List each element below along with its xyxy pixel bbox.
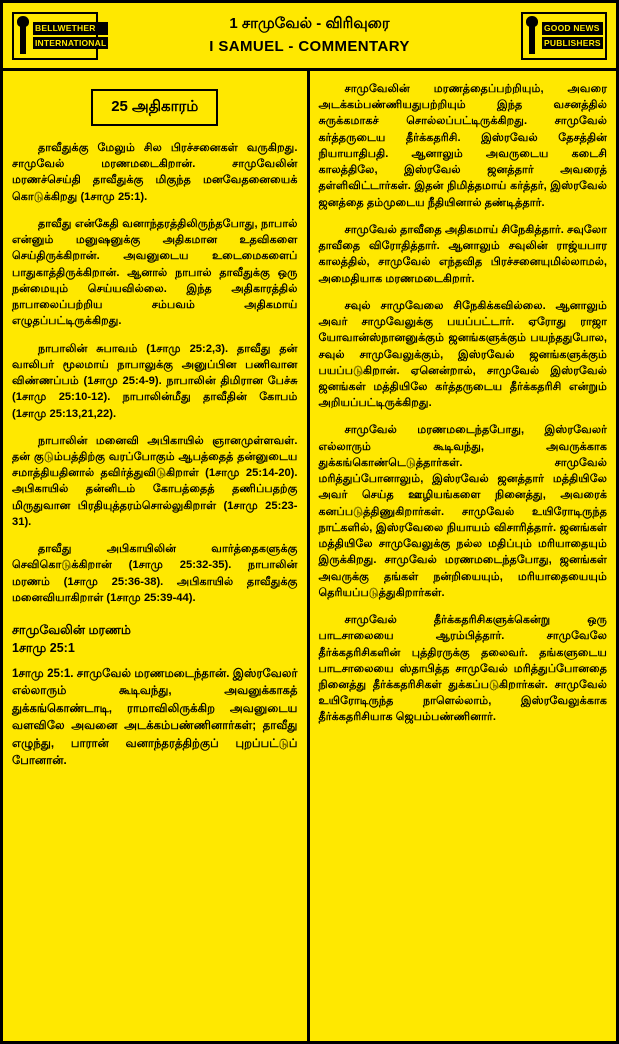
torch-icon (525, 16, 539, 56)
paragraph: சாமுவேல் மரணமடைந்தபோது, இஸ்ரவேலர் எல்லாரும் கூடிவந்து, அவருக்காக துக்கங்கொண்டெடுத்தார்கள். சாமுவேல் மரித்துப்போனாலும், இஸ்ரவேல் ஜனத்தார் மத்தியிலே அவர் செய்த ஊழியங்களை நினைத்து, அவரைக் கனப்படுத்திணுகிறார்கள். சாமுவேல் உயிரோடிருந்த நாட்களில், இஸ்ரவேலை நியாயம் விசாரித்தார். ஜனங்கள் மத்தியிலே சாமுவேலுக்கு நல்ல மதிப்பும் மரியாதையும் இருக்கிறது. சாமுவேல் மரணமடைந்தபோது, ஜனங்கள் அவருக்கு தங்கள் நன்றியையும், மரியாதையையும் தெரியப்படுத்துகிறார்கள். (318, 424, 607, 599)
section-heading: சாமுவேலின் மரணம் (12, 623, 131, 638)
left-logo (9, 12, 107, 60)
page-header (3, 3, 616, 71)
title-tamil: 1 சாமுவேல் - விரிவுரை (229, 14, 390, 32)
chapter-badge: 25 அதிகாரம் (91, 89, 218, 126)
left-column (3, 71, 310, 1044)
title-english: I SAMUEL - COMMENTARY (209, 38, 410, 55)
bellwether-logo-box (12, 12, 107, 60)
paragraph: சவுல் சாமுவேலை சிநேகிக்கவில்லை. ஆனாலும் அவர் சாமுவேலுக்கு பயப்பட்டார். ஏரோது ராஜா யோவான்ஸ்நானனுக்கும் ஜனங்களுக்கும் பயந்ததுபோல, சவுல் சாமுவேலுக்கும், இஸ்ரவேல் ஜனங்களுக்கும் பயப்படுகிறான். ஏனென்றால், சாமுவேல் இஸ்ரவேல் ஜனங்கள் மத்தியிலே கர்த்தருடைய தீர்க்கதரிசி என்றும் அறியப்பட்டிருக்கிறது. (318, 299, 607, 410)
verse-text: 1சாமு 25:1. சாமுவேல் மரணமடைந்தான். இஸ்ரவேலர் எல்லாரும் கூடிவந்து, அவனுக்காகத் துக்கங்கொண்டாடி, ராமாவிலிருக்கிற அவனுடைய வளவிலே அவனை அடக்கம்பண்ணினார்கள்; தாவீது எழுந்து, பாரான் வனாந்தரத்திற்குப் புறப்பட்டுப் போனான். (12, 666, 298, 767)
paragraph: சாமுவேலின் மரணத்தைப்பற்றியும், அவரை அடக்கம்பண்ணியதுபற்றியும் இந்த வசனத்தில் சுருக்கமாகச் சொல்லப்பட்டிருக்கிறது. சாமுவேல் கர்த்தருடைய தீர்க்கதரிசி. இஸ்ரவேல் தேசத்தின் நியாயாதிபதி. ஆனாலும் அவருடைய கடைசி காலத்திலே, இஸ்ரவேல் ஜனத்தார் அவரைத் தள்ளிவிட்டார்கள். இதன் நிமித்தமாய் கர்த்தர், இஸ்ரவேல் ஜனத்தை தம்முடைய நீதியினால் தண்டித்தார். (318, 83, 607, 209)
goodnews-logo-line1: GOOD NEWS (542, 22, 603, 35)
paragraph: சாமுவேல் தாவீதை அதிகமாய் சிநேகித்தார். சவுலோ தாவீதை விரோதித்தார். ஆனாலும் சவுலின் ராஜ்யபார காலத்தில், சாமுவேல் எந்தவித பிரச்சனையுமில்லாமல், அமைதியாக மரணமடைகிறார். (318, 223, 607, 285)
paragraph: நாபாலின் சுபாவம் (1சாமு 25:2,3). தாவீது தன் வாலிபர் மூலமாய் நாபாலுக்கு அனுப்பின பணிவான விண்ணப்பம் (1சாமு 25:4-9). நாபாலின் திமிரான பேச்சு (1சாமு 25:10-12). நாபாலின்மீது தாவீதின் கோபம் (1சாமு 25:13,21,22). (12, 342, 298, 420)
paragraph: தாவீது என்கேதி வனாந்தரத்திலிருந்தபோது, நாபால் என்னும் மனுஷனுக்கு அதிகமான உதவிகளை செய்திருக்கிறான். அவனுடைய உடைமைகளைப் பாதுகாத்திருக்கிறான். ஆனால் நாபால் தாவீதுக்கு ஒரு நன்மையும் செய்யவில்லை. இந்த அதிகாரத்தில் நாபாலைப்பற்றிய சம்பவம் அதிகமாய் எழுதப்பட்டிருக்கிறது. (12, 217, 298, 328)
page-body (3, 71, 616, 1044)
right-column (310, 71, 617, 1044)
goodnews-logo-line2: PUBLISHERS (544, 37, 601, 48)
bellwether-logo-line2: INTERNATIONAL (35, 37, 107, 48)
paragraph: சாமுவேல் தீர்க்கதரிசிகளுக்கென்று ஒரு பாடசாலையை ஆரம்பித்தார். சாமுவேலே தீர்க்கதரிசிகளின் புத்திரருக்கு தலைவர். தங்களுடைய பாடசாலையை ஸ்தாபித்த சாமுவேல் மரித்துப்போனதை நினைத்து தீர்க்கதரிசிகள் துக்கப்படுகிறார்கள். சாமுவேல் உயிரோடிருந்த நாளெல்லாம், இஸ்ரவேலுக்காக தீர்க்கதரிசியாக ஜெபம்பண்ணினார். (318, 614, 607, 724)
section-reference: 1சாமு 25:1 (12, 640, 75, 655)
right-logo (518, 12, 610, 60)
bellwether-logo-line1: BELLWETHER (33, 22, 108, 35)
chapter-badge-wrap (12, 89, 298, 126)
goodnews-logo-text (542, 22, 603, 49)
torch-icon (16, 16, 30, 56)
paragraph: நாபாலின் மனைவி அபிகாயில் ஞானமுள்ளவள். தன் குடும்பத்திற்கு வரப்போகும் ஆபத்தைத் தன்னுடைய சமாத்தியதினால் தவிர்த்துவிடுகிறாள் (1சாமு 25:14-20). அபிகாயில் தன்னிடம் கோபத்தைத் தணிப்பதற்கு மிருதுவான பிரதியுத்தரம்சொல்லுகிறாள் (1சாமு 25:23-31). (12, 434, 298, 528)
paragraph: தாவீது அபிகாயிலின் வார்த்தைகளுக்கு செவிகொடுக்கிறான் (1சாமு 25:32-35). நாபாலின் மரணம் (1சாமு 25:36-38). அபிகாயில் தாவீதுக்கு மனைவியாகிறாள் (1சாமு 25:39-44). (12, 543, 298, 604)
bellwether-logo-text (33, 22, 108, 49)
paragraph: தாவீதுக்கு மேலும் சில பிரச்சனைகள் வருகிறது. சாமுவேல் மரணமடைகிறான். சாமுவேலின் மரணச்செய்தி தாவீதுக்கு மிகுந்த மனவேதனையைக் கொடுக்கிறது (1சாமு 25:1). (12, 142, 298, 203)
page-title (101, 14, 518, 58)
goodnews-logo-box (521, 12, 607, 60)
